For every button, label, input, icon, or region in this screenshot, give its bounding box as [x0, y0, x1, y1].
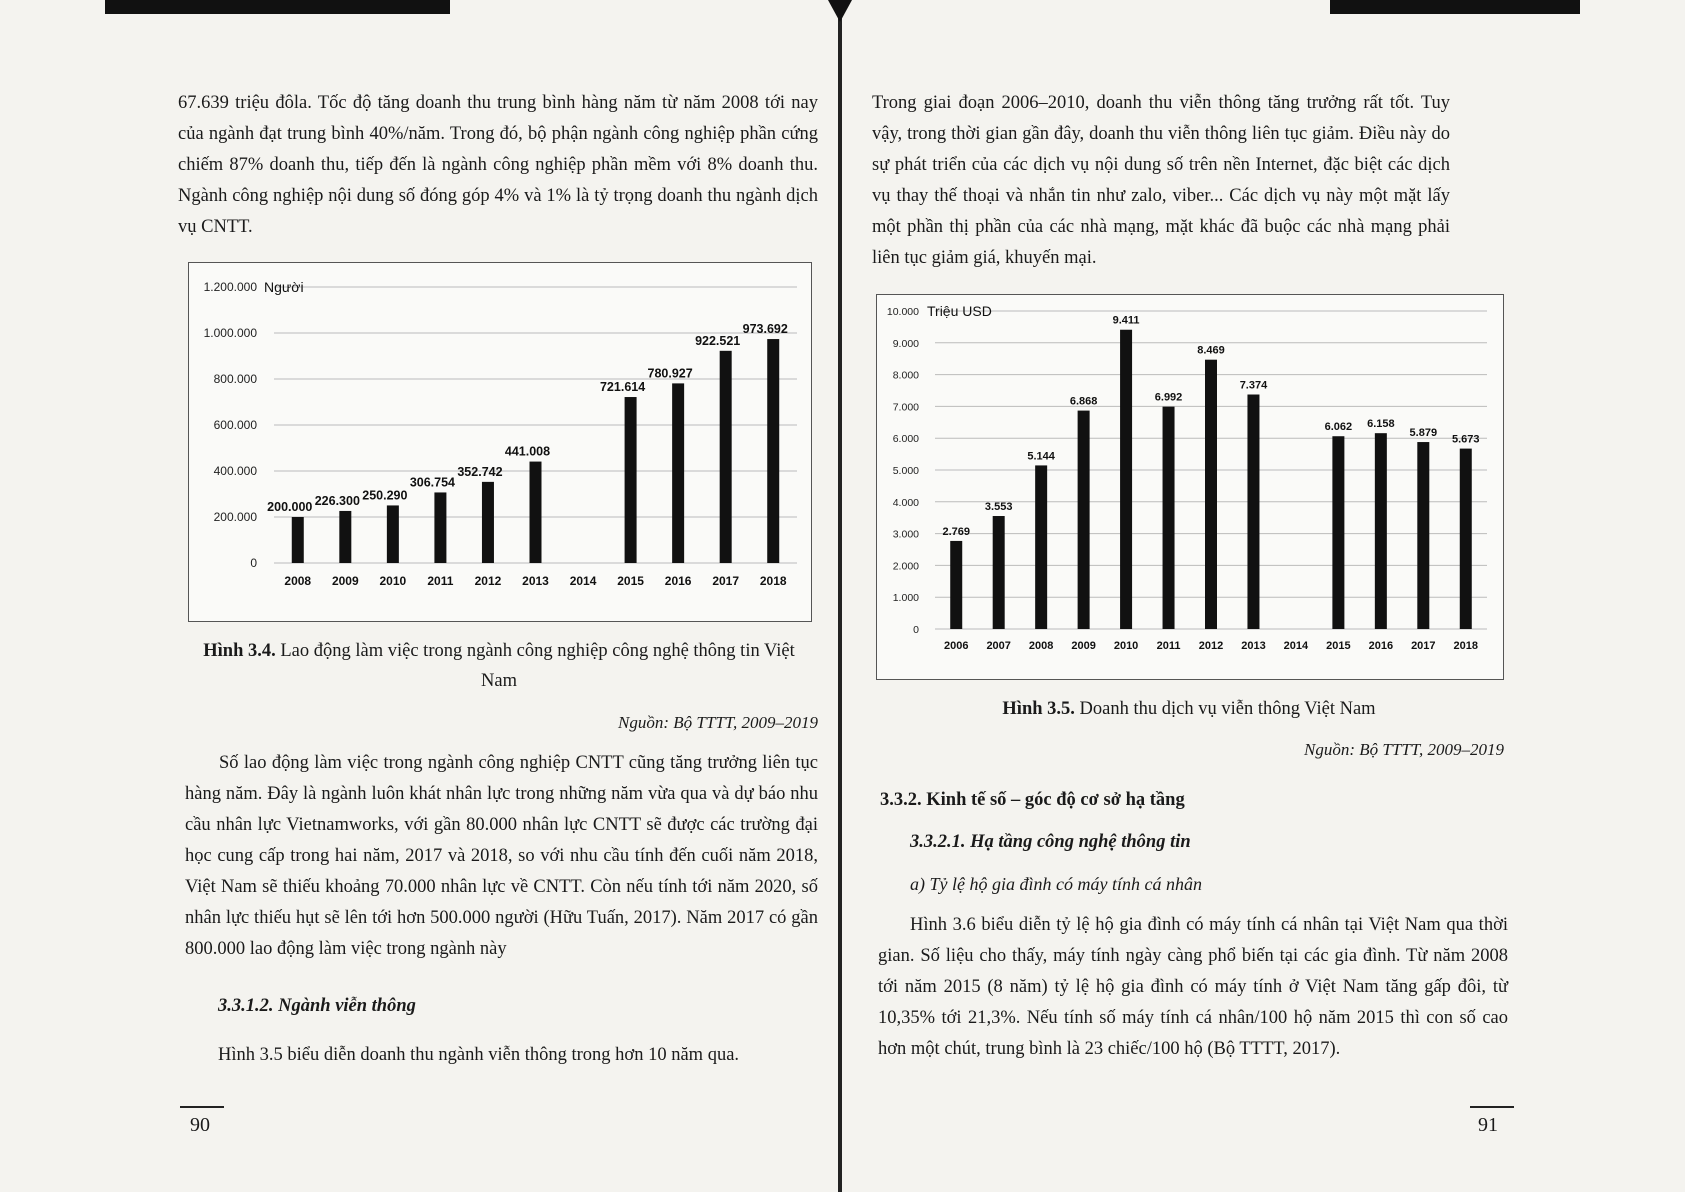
bar	[1035, 465, 1047, 629]
page-number-left: 90	[190, 1114, 210, 1136]
x-tick-label: 2017	[712, 574, 740, 588]
y-tick-label: 10.000	[886, 306, 919, 318]
data-label: 6.158	[1367, 418, 1395, 431]
data-label: 922.521	[695, 333, 741, 348]
bar	[1205, 360, 1217, 629]
bar	[1120, 330, 1132, 629]
x-tick-label: 2012	[474, 574, 502, 588]
y-tick-label: 7.000	[892, 401, 919, 414]
x-tick-label: 2007	[986, 640, 1011, 652]
data-label: 226.300	[314, 493, 360, 508]
bar	[434, 492, 446, 563]
section-heading-3-3-1-2: 3.3.1.2. Ngành viễn thông	[218, 996, 416, 1016]
data-label: 7.374	[1239, 379, 1268, 392]
figure-3-5-source: Nguồn: Bộ TTTT, 2009–2019	[1304, 740, 1504, 759]
right-intro-paragraph: Trong giai đoạn 2006–2010, doanh thu viễn thông tăng trưởng rất tốt. Tuy vậy, trong thời gian gần đây, doanh thu viễn thông liên tục giảm. Điều này do sự phát triển của các dịch vụ nội dung số trên nền Internet, đặc biệt các dịch vụ thay thế thoại và nhắn tin như zalo, viber... Các dịch vụ này một mặt lấy một phần thị phần của các nhà mạng, mặt khác đã buộc các nhà mạng phải liên tục giảm giá, khuyến mại.	[872, 93, 1450, 268]
x-tick-label: 2010	[1113, 640, 1139, 652]
x-tick-label: 2011	[1156, 640, 1181, 652]
right-body-paragraph: Hình 3.6 biểu diễn tỷ lệ hộ gia đình có máy tính cá nhân tại Việt Nam qua thời gian. Số liệu cho thấy, máy tính ngày càng phổ biến tại các gia đình. Từ năm 2008 tới năm 2015 (8 năm) tỷ lệ hộ gia đình có máy tính ở Việt Nam tăng gấp đôi, từ 10,35% tới 21,3%. Nếu tính số máy tính cá nhân/100 hộ năm 2015 thì con số cao hơn một chút, trung bình là 23 chiếc/100 hộ (Bộ TTTT, 2017).	[878, 915, 1508, 1059]
x-tick-label: 2008	[284, 574, 312, 588]
y-tick-label: 8.000	[892, 369, 919, 382]
bar	[530, 462, 542, 563]
data-label: 3.553	[984, 501, 1013, 514]
x-tick-label: 2012	[1198, 640, 1224, 652]
y-tick-label: 6.000	[892, 433, 919, 446]
y-tick-label: 0	[913, 624, 919, 636]
data-label: 780.927	[647, 366, 693, 381]
page-number-rule-right	[1470, 1106, 1514, 1108]
figure-3-4-source: Nguồn: Bộ TTTT, 2009–2019	[618, 713, 818, 732]
data-label: 6.062	[1324, 421, 1353, 434]
y-tick-label: 9.000	[892, 337, 919, 350]
data-label: 973.692	[742, 322, 788, 337]
right-page	[842, 0, 1685, 1192]
y-tick-label: 200.000	[213, 510, 257, 524]
bar	[482, 482, 494, 563]
x-tick-label: 2006	[943, 640, 969, 652]
bar	[1163, 407, 1175, 629]
x-tick-label: 2009	[331, 574, 359, 588]
data-label: 6.868	[1069, 395, 1098, 408]
bar	[292, 517, 304, 563]
x-tick-label: 2018	[759, 574, 787, 588]
x-tick-label: 2008	[1028, 640, 1054, 652]
data-label: 306.754	[409, 475, 456, 490]
data-label: 250.290	[362, 488, 408, 503]
y-tick-label: 5.000	[892, 465, 919, 477]
bar	[767, 339, 779, 563]
bar	[993, 516, 1005, 629]
page-number-rule-left	[180, 1106, 224, 1108]
section-heading-3-3-2-1: 3.3.2.1. Hạ tầng công nghệ thông tin	[910, 832, 1191, 852]
x-tick-label: 2016	[664, 574, 692, 588]
data-label: 441.008	[504, 444, 551, 459]
bar	[1375, 433, 1387, 629]
labor-chart	[188, 262, 812, 622]
page-number-right: 91	[1478, 1114, 1498, 1136]
data-label: 9.411	[1112, 314, 1140, 327]
figure-3-4-caption	[188, 636, 810, 696]
x-tick-label: 2009	[1071, 640, 1096, 652]
bar	[339, 511, 351, 563]
y-tick-label: 4.000	[892, 496, 919, 509]
x-tick-label: 2018	[1453, 640, 1479, 652]
figure-3-4-text: Lao động làm việc trong ngành công nghiệp công nghệ thông tin Việt Nam	[280, 641, 795, 691]
bar	[1247, 395, 1259, 629]
data-label: 8.469	[1197, 344, 1225, 357]
x-tick-label: 2013	[1241, 640, 1266, 652]
bar	[720, 351, 732, 563]
x-tick-label: 2011	[427, 574, 454, 588]
y-tick-label: 400.000	[213, 464, 257, 478]
x-tick-label: 2015	[617, 574, 644, 588]
left-page	[0, 0, 838, 1192]
x-tick-label: 2010	[379, 574, 407, 588]
labor-chart-svg	[189, 263, 811, 621]
y-axis-label: Triệu USD	[927, 303, 992, 319]
x-tick-label: 2016	[1368, 640, 1394, 652]
y-tick-label: 3.000	[892, 528, 919, 541]
x-tick-label: 2015	[1326, 640, 1351, 652]
y-axis-label: Người	[264, 279, 304, 295]
y-tick-label: 0	[250, 556, 257, 570]
left-body-paragraph: Số lao động làm việc trong ngành công nghiệp CNTT cũng tăng trưởng liên tục hàng năm. Đây là ngành luôn khát nhân lực trong những năm vừa qua và dự báo nhu cầu nhân lực Vietnamworks, với gần 80.000 nhân lực CNTT sẽ được các trường đại học cung cấp trong hai năm, 2017 và 2018, so với nhu cầu tính đến cuối năm 2018, Việt Nam sẽ thiếu khoảng 70.000 nhân lực về CNTT. Còn nếu tính tới năm 2020, số nhân lực thiếu hụt sẽ lên tới hơn 500.000 người (Hữu Tuấn, 2017). Năm 2017 có gần 800.000 lao động làm việc trong ngành này	[185, 753, 818, 959]
subheading-a: a) Tỷ lệ hộ gia đình có máy tính cá nhân	[910, 874, 1202, 894]
x-tick-label: 2014	[569, 574, 597, 588]
figure-3-5-text: Doanh thu dịch vụ viễn thông Việt Nam	[1079, 699, 1376, 719]
data-label: 352.742	[457, 464, 503, 479]
telecom-chart-svg	[877, 295, 1503, 679]
bar	[950, 541, 962, 629]
figure-3-5-label: Hình 3.5.	[1002, 699, 1075, 719]
data-label: 6.992	[1154, 391, 1183, 404]
data-label: 5.879	[1409, 427, 1438, 440]
y-tick-label: 1.000	[892, 592, 919, 605]
left-closing-paragraph: Hình 3.5 biểu diễn doanh thu ngành viễn thông trong hơn 10 năm qua.	[218, 1045, 740, 1065]
y-tick-label: 2.000	[892, 560, 919, 573]
figure-3-4-label: Hình 3.4.	[203, 641, 276, 661]
bar	[625, 397, 637, 563]
x-tick-label: 2013	[522, 574, 549, 588]
x-tick-label: 2014	[1283, 640, 1309, 652]
y-tick-label: 800.000	[213, 372, 257, 386]
bar	[1332, 436, 1344, 629]
y-tick-label: 1.000.000	[203, 326, 257, 340]
data-label: 200.000	[267, 500, 313, 514]
x-tick-label: 2017	[1411, 640, 1436, 652]
y-tick-label: 600.000	[213, 418, 257, 432]
bar	[1417, 442, 1429, 629]
bar	[672, 383, 684, 563]
section-heading-3-3-2: 3.3.2. Kinh tế số – góc độ cơ sở hạ tầng	[880, 790, 1185, 810]
bar	[387, 505, 399, 563]
data-label: 5.673	[1452, 433, 1480, 446]
data-label: 5.144	[1027, 450, 1055, 463]
figure-3-5-caption	[876, 694, 1502, 724]
left-intro-paragraph: 67.639 triệu đôla. Tốc độ tăng doanh thu trung bình hàng năm từ năm 2008 tới nay của ngành đạt trung bình 40%/năm. Trong đó, bộ phận ngành công nghiệp phần cứng chiếm 87% doanh thu, tiếp đến là ngành công nghiệp phần mềm với 8% doanh thu. Ngành công nghiệp nội dung số đóng góp 4% và 1% là tỷ trọng doanh thu ngành dịch vụ CNTT.	[178, 93, 818, 237]
bar	[1460, 449, 1472, 629]
telecom-revenue-chart	[876, 294, 1504, 680]
bar	[1078, 411, 1090, 629]
y-tick-label: 1.200.000	[203, 280, 257, 294]
data-label: 721.614	[599, 380, 646, 395]
data-label: 2.769	[942, 525, 970, 538]
